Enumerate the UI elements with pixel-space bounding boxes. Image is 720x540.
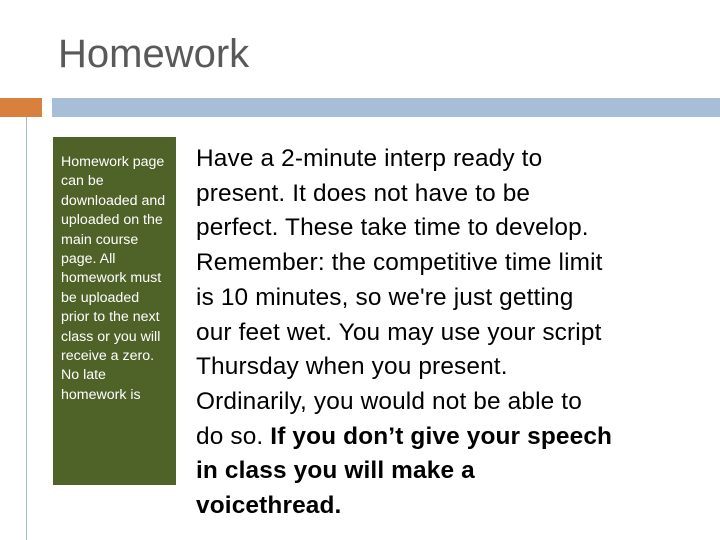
- body-line: Remember: the competitive time limit: [196, 249, 603, 277]
- accent-bar-orange: [0, 98, 42, 117]
- body-line: perfect. These take time to develop.: [196, 214, 589, 242]
- homework-note-text: Homework page can be downloaded and uploaded on the main course page. All homework must be uploaded prior to the next class or you will receive a zero. No late homework is: [61, 154, 166, 403]
- slide-title: Homework: [58, 32, 250, 76]
- accent-bar-blue: [52, 98, 720, 117]
- body-line: is 10 minutes, so we're just getting: [196, 283, 574, 311]
- body-bold-line: voicethread.: [196, 492, 342, 520]
- body-line-mixed: [196, 420, 706, 455]
- left-vertical-rule: [26, 117, 27, 540]
- body-line: Have a 2-minute interp ready to: [196, 145, 543, 172]
- body-line-bold-part: If you don’t give your speech: [270, 422, 613, 450]
- body-bold-line: in class you will make a: [196, 457, 475, 485]
- body-line: Thursday when you present.: [196, 353, 508, 381]
- homework-note-panel: [53, 137, 176, 485]
- body-line: Ordinarily, you would not be able to: [196, 387, 582, 415]
- slide-body: [196, 142, 706, 524]
- body-line-normal-part: do so.: [196, 422, 271, 450]
- body-line: present. It does not have to be: [196, 179, 531, 207]
- body-line: our feet wet. You may use your script: [196, 318, 602, 346]
